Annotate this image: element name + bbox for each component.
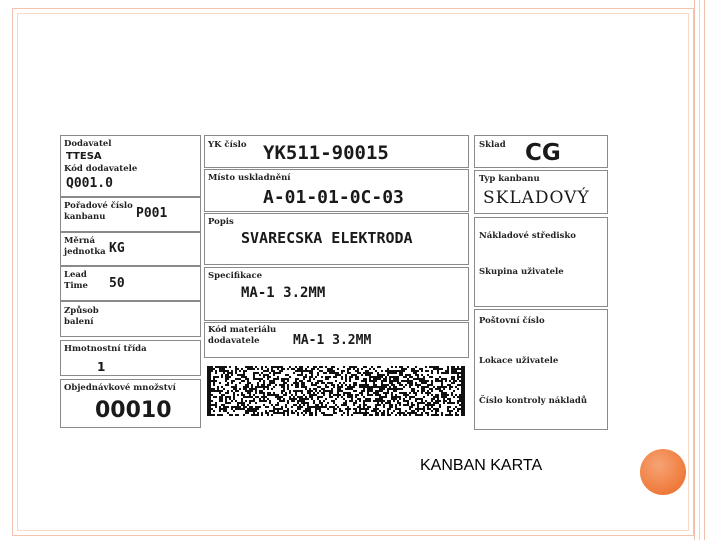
yk-number-value: YK511-90015 bbox=[263, 142, 389, 164]
lead-time-value: 50 bbox=[109, 276, 125, 291]
user-location-label: Lokace uživatele bbox=[479, 356, 559, 366]
storage-location-box bbox=[204, 169, 469, 212]
order-qty-label: Objednávkové množství bbox=[64, 383, 176, 393]
specification-value: MA-1 3.2MM bbox=[241, 285, 326, 301]
order-qty-box bbox=[60, 379, 201, 428]
warehouse-box bbox=[474, 135, 608, 168]
caption: KANBAN KARTA bbox=[420, 457, 543, 474]
description-label: Popis bbox=[208, 217, 234, 227]
decor-line bbox=[704, 0, 705, 540]
unit-value: KG bbox=[109, 241, 125, 256]
weight-class-label: Hmotnostní třída bbox=[64, 344, 147, 354]
decor-line bbox=[694, 0, 695, 540]
weight-class-box bbox=[60, 340, 201, 376]
storage-location-value: A-01-01-0C-03 bbox=[263, 187, 404, 208]
supplier-material-code-box bbox=[204, 322, 469, 358]
unit-label: Měrná jednotka bbox=[64, 236, 106, 257]
barcode bbox=[207, 366, 465, 416]
supplier-box bbox=[60, 135, 201, 197]
postal-number-label: Poštovní číslo bbox=[479, 316, 545, 326]
lead-time-label: Lead Time bbox=[64, 270, 88, 291]
cost-center-user-group-box bbox=[474, 217, 608, 307]
supplier-code-label: Kód dodavatele bbox=[64, 164, 138, 174]
supplier-material-code-label: Kód materiálu dodavatele bbox=[208, 325, 277, 346]
orange-circle-decoration bbox=[640, 449, 686, 495]
cost-control-number-label: Číslo kontroly nákladů bbox=[479, 396, 588, 406]
sequence-label: Pořadové číslo kanbanu bbox=[64, 201, 133, 222]
unit-box bbox=[60, 232, 201, 266]
packaging-label: Způsob balení bbox=[64, 306, 99, 327]
postal-location-control-box bbox=[474, 309, 608, 430]
decor-line bbox=[699, 0, 700, 540]
user-group-label: Skupina uživatele bbox=[479, 267, 564, 277]
yk-number-box bbox=[204, 135, 469, 168]
kanban-type-box bbox=[474, 170, 608, 214]
description-box bbox=[204, 213, 469, 265]
cost-center-label: Nákladové středisko bbox=[479, 231, 576, 241]
supplier-code-value: Q001.0 bbox=[66, 176, 113, 191]
specification-label: Specifikace bbox=[208, 271, 263, 281]
supplier-label: Dodavatel bbox=[64, 139, 112, 149]
description-value: SVARECSKA ELEKTRODA bbox=[241, 229, 413, 247]
sequence-value: P001 bbox=[136, 206, 168, 221]
lead-time-box bbox=[60, 266, 201, 301]
packaging-box bbox=[60, 301, 201, 337]
sequence-box bbox=[60, 197, 201, 232]
warehouse-value: CG bbox=[525, 140, 561, 166]
order-qty-value: 00010 bbox=[95, 398, 172, 423]
specification-box bbox=[204, 267, 469, 321]
supplier-material-code-value: MA-1 3.2MM bbox=[293, 333, 372, 348]
weight-class-value: 1 bbox=[97, 360, 106, 374]
kanban-type-label: Typ kanbanu bbox=[479, 174, 540, 184]
supplier-value: TTESA bbox=[66, 151, 102, 162]
yk-number-label: YK číslo bbox=[208, 140, 247, 150]
warehouse-label: Sklad bbox=[479, 140, 506, 150]
kanban-type-value: SKLADOVÝ bbox=[483, 188, 590, 208]
storage-location-label: Místo uskladnění bbox=[208, 173, 291, 183]
